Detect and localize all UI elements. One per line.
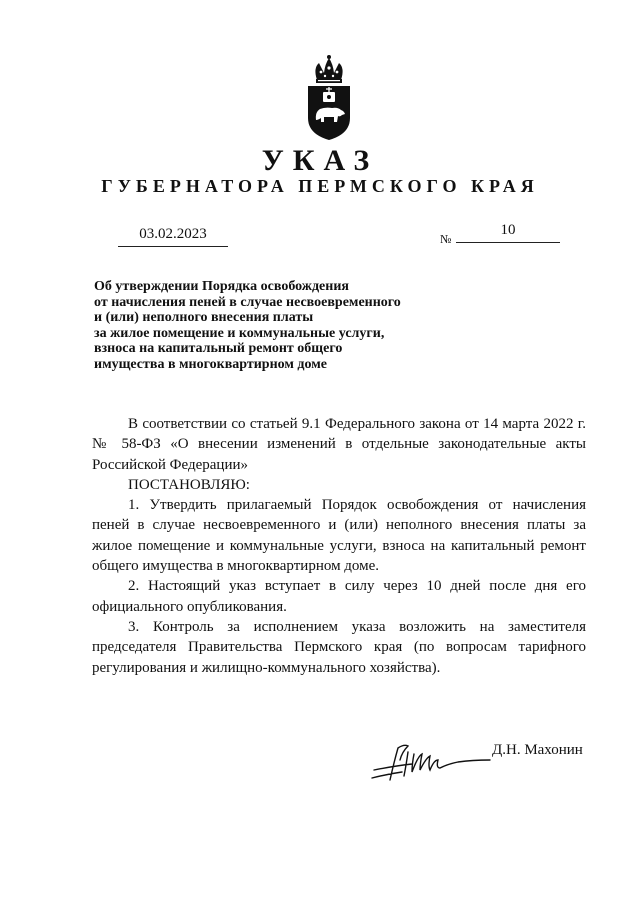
decree-heading [94, 279, 454, 373]
heading-line: от начисления пеней в случае несвоевременного [94, 294, 401, 310]
clause-1: 1. Утвердить прилагаемый Порядок освобождения от начисления пеней в случае несвоевременного и (или) неполного внесения платы за жилое помещение и коммунальные услуги, взноса на капитальный ремонт общего имущества в многоквартирном доме. [92, 497, 586, 575]
coat-of-arms-icon [302, 54, 356, 142]
number-label: № [440, 232, 452, 246]
decree-body [92, 414, 586, 678]
heading-line: Об утверждении Порядка освобождения [94, 279, 349, 294]
heading-line: имущества в многоквартирном доме [94, 356, 327, 372]
clause-2: 2. Настоящий указ вступает в силу через 10 дней после дня его официального опубликования. [92, 578, 586, 615]
heading-line: за жилое помещение и коммунальные услуги, [94, 325, 385, 341]
decree-subtitle: ГУБЕРНАТОРА ПЕРМСКОГО КРАЯ [101, 176, 539, 196]
heading-line: и (или) неполного внесения платы [94, 310, 314, 326]
preamble-paragraph: В соответствии со статьей 9.1 Федерального закона от 14 марта 2022 г. № 58-ФЗ «О внесении изменений в отдельные законодательные акты Российской Федерации» [92, 416, 586, 473]
decree-number: 10 [456, 222, 560, 243]
clause-3: 3. Контроль за исполнением указа возложить на заместителя председателя Правительства Пермского края (по вопросам тарифного регулирования и жилищно-коммунального хозяйства). [92, 618, 586, 676]
signature-image [368, 738, 494, 784]
resolve-word: ПОСТАНОВЛЯЮ: [128, 476, 250, 493]
signer-name: Д.Н. Махонин [492, 742, 583, 758]
decree-title: УКАЗ [261, 144, 379, 177]
decree-date: 03.02.2023 [118, 226, 228, 247]
heading-line: взноса на капитальный ремонт общего [94, 341, 343, 357]
